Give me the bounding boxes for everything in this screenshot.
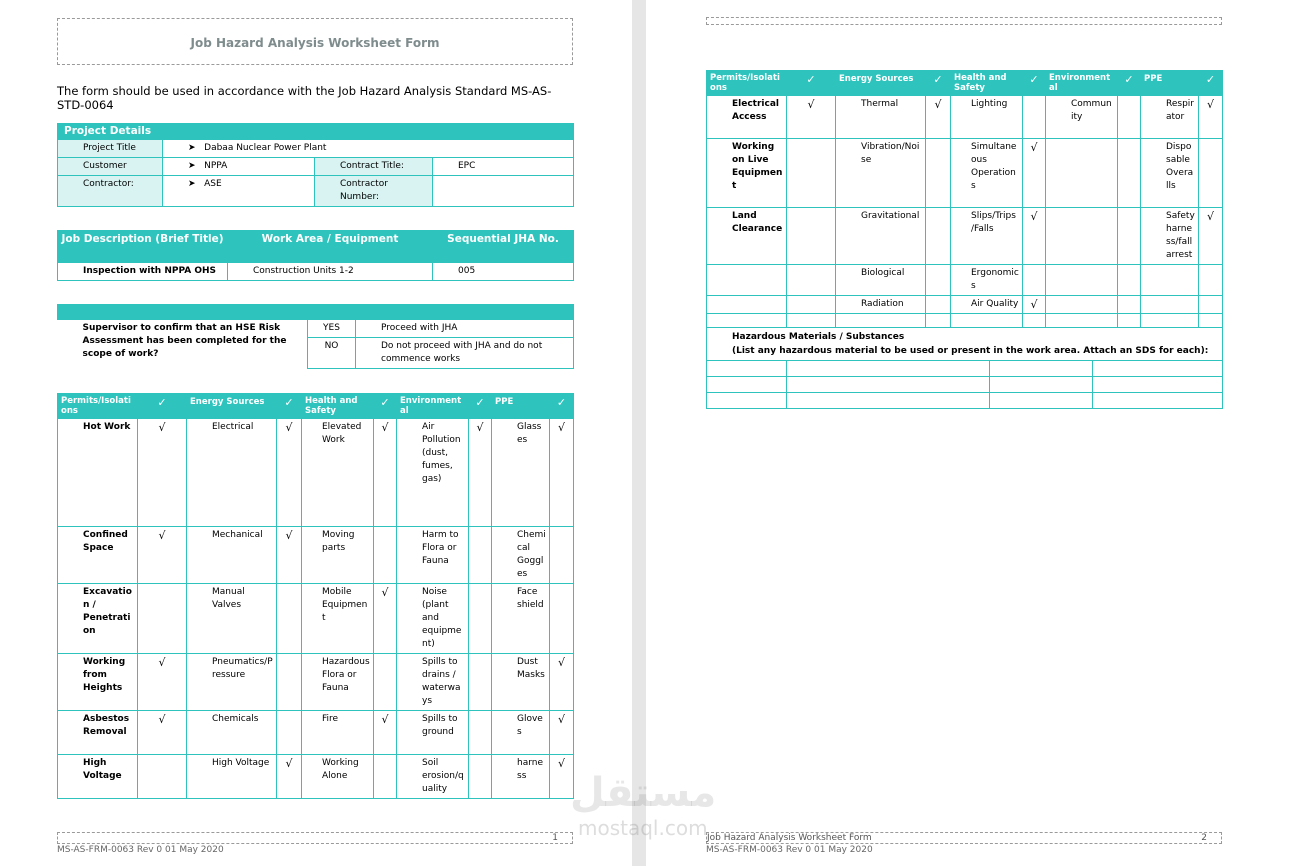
energy-check: √ [277, 527, 302, 584]
customer-label: Customer [58, 158, 163, 176]
hazard-row [707, 265, 1223, 296]
hazmat-table [706, 327, 1223, 409]
project-details-header: Project Details [58, 124, 574, 140]
permit-cell: Hot Work [58, 419, 138, 527]
permit-cell: High Voltage [58, 755, 138, 799]
contract-title-value: EPC [433, 158, 574, 176]
ppe-header: PPE [492, 394, 550, 419]
permit-check [787, 208, 836, 265]
hazmat-cell [990, 377, 1093, 393]
energy-cell: Manual Valves [187, 584, 277, 654]
energy-header: Energy Sources [187, 394, 277, 419]
page-number: 1 [552, 833, 558, 843]
energy-cell: Vibration/Noise [836, 139, 926, 208]
check-header: ✓ [469, 394, 492, 419]
ppe-cell [1141, 296, 1199, 314]
ppe-cell [1141, 265, 1199, 296]
hazmat-cell [1093, 377, 1223, 393]
ppe-cell: Glasses [492, 419, 550, 527]
hazmat-cell [990, 393, 1093, 409]
check-header: ✓ [1199, 71, 1223, 96]
permit-check [138, 755, 187, 799]
permits-header: Permits/Isolations [707, 71, 787, 96]
contract-title-label: Contract Title: [315, 158, 433, 176]
environmental-check [469, 584, 492, 654]
permit-check [787, 296, 836, 314]
hazmat-cell [990, 361, 1093, 377]
energy-cell: Radiation [836, 296, 926, 314]
energy-check: √ [926, 96, 951, 139]
environmental-cell: Spills to ground [397, 711, 469, 755]
energy-cell: Mechanical [187, 527, 277, 584]
permit-cell: Confined Space [58, 527, 138, 584]
health-check [1023, 96, 1046, 139]
energy-cell: Chemicals [187, 711, 277, 755]
ppe-cell: Chemical Goggles [492, 527, 550, 584]
work-area-header: Work Area / Equipment [228, 231, 433, 263]
energy-check [926, 265, 951, 296]
hazard-row [707, 208, 1223, 265]
ppe-check [550, 584, 574, 654]
hazard-row [58, 527, 574, 584]
sequential-jha-value: 005 [433, 263, 574, 281]
health-check: √ [374, 419, 397, 527]
ppe-cell: Disposable Overalls [1141, 139, 1199, 208]
check-header: ✓ [787, 71, 836, 96]
environmental-check [1118, 208, 1141, 265]
check-header: ✓ [1023, 71, 1046, 96]
environmental-check [1118, 139, 1141, 208]
health-header: Health and Safety [302, 394, 374, 419]
check-header: ✓ [374, 394, 397, 419]
health-check: √ [374, 711, 397, 755]
permit-cell [707, 265, 787, 296]
health-check: √ [1023, 296, 1046, 314]
permit-check: √ [138, 711, 187, 755]
ppe-cell: Gloves [492, 711, 550, 755]
ppe-check: √ [550, 654, 574, 711]
permit-cell: Electrical Access [707, 96, 787, 139]
environmental-cell: Community [1046, 96, 1118, 139]
energy-cell: Pneumatics/Pressure [187, 654, 277, 711]
ppe-cell: Safety harness/fall arrest [1141, 208, 1199, 265]
health-check [1023, 265, 1046, 296]
hazmat-subtitle: (List any hazardous material to be used or present in the work area. Attach an SDS for each): [732, 346, 1209, 356]
title-box [57, 18, 573, 65]
environmental-check: √ [469, 419, 492, 527]
no-label: NO [308, 338, 356, 369]
environmental-header: Environmental [397, 394, 469, 419]
environmental-check [469, 711, 492, 755]
hazmat-cell [1093, 393, 1223, 409]
check-header: ✓ [1118, 71, 1141, 96]
footer-box [706, 832, 1222, 844]
health-check [374, 527, 397, 584]
ppe-check: √ [1199, 96, 1223, 139]
hazmat-cell [707, 393, 787, 409]
page-1 [0, 0, 632, 866]
permit-cell: Asbestos Removal [58, 711, 138, 755]
health-cell: Air Quality [951, 296, 1023, 314]
permit-check [787, 265, 836, 296]
ppe-check: √ [550, 711, 574, 755]
permits-header: Permits/Isolations [58, 394, 138, 419]
arrow-icon: ➤ [188, 161, 196, 171]
hazard-row [58, 654, 574, 711]
health-cell: Fire [302, 711, 374, 755]
arrow-icon: ➤ [188, 143, 196, 153]
health-cell: Ergonomics [951, 265, 1023, 296]
energy-cell: Biological [836, 265, 926, 296]
permit-check [138, 584, 187, 654]
hazard-row [58, 755, 574, 799]
energy-check [277, 584, 302, 654]
environmental-cell [1046, 265, 1118, 296]
contractor-number-value [433, 176, 574, 207]
project-details-table [57, 123, 574, 207]
energy-check: √ [277, 419, 302, 527]
no-action: Do not proceed with JHA and do not commence works [356, 338, 574, 369]
permit-cell [707, 296, 787, 314]
permit-check: √ [138, 419, 187, 527]
energy-check [926, 296, 951, 314]
health-cell: Mobile Equipment [302, 584, 374, 654]
ppe-check: √ [550, 419, 574, 527]
permit-check: √ [787, 96, 836, 139]
environmental-check [1118, 265, 1141, 296]
energy-header: Energy Sources [836, 71, 926, 96]
yes-label: YES [308, 320, 356, 338]
energy-check [277, 654, 302, 711]
page-number: 2 [1201, 833, 1207, 843]
hazard-row [58, 711, 574, 755]
energy-check: √ [277, 755, 302, 799]
environmental-check [469, 527, 492, 584]
permit-cell: Working on Live Equipment [707, 139, 787, 208]
ppe-cell: Respirator [1141, 96, 1199, 139]
hazmat-cell [707, 377, 787, 393]
permit-check: √ [138, 654, 187, 711]
hazard-matrix-page1 [57, 393, 574, 799]
work-area-value: Construction Units 1-2 [228, 263, 433, 281]
check-header: ✓ [138, 394, 187, 419]
ppe-check: √ [550, 755, 574, 799]
intro-text: The form should be used in accordance with the Job Hazard Analysis Standard MS-AS-STD-0064 [57, 84, 552, 112]
energy-check [926, 139, 951, 208]
energy-cell: Thermal [836, 96, 926, 139]
energy-check [277, 711, 302, 755]
health-check: √ [374, 584, 397, 654]
health-cell: Elevated Work [302, 419, 374, 527]
energy-check [926, 208, 951, 265]
hazmat-title: Hazardous Materials / Substances [732, 332, 905, 342]
supervisor-question: Supervisor to confirm that an HSE Risk Assessment has been completed for the scope of work? [58, 320, 308, 369]
energy-cell: Gravitational [836, 208, 926, 265]
health-check: √ [1023, 208, 1046, 265]
ppe-check [1199, 296, 1223, 314]
energy-cell: Electrical [187, 419, 277, 527]
environmental-header: Environmental [1046, 71, 1118, 96]
contractor-number-label: Contractor Number: [315, 176, 433, 207]
header-box [706, 17, 1222, 25]
health-cell: Simultaneous Operations [951, 139, 1023, 208]
energy-cell: High Voltage [187, 755, 277, 799]
job-description-value: Inspection with NPPA OHS [58, 263, 228, 281]
environmental-cell: Harm to Flora or Fauna [397, 527, 469, 584]
health-cell: Slips/Trips /Falls [951, 208, 1023, 265]
environmental-check [1118, 96, 1141, 139]
ppe-check: √ [1199, 208, 1223, 265]
project-title-value: Dabaa Nuclear Power Plant [204, 143, 327, 153]
job-description-header: Job Description (Brief Title) [58, 231, 228, 263]
permit-cell: Working from Heights [58, 654, 138, 711]
ppe-cell: harness [492, 755, 550, 799]
ppe-cell: Face shield [492, 584, 550, 654]
check-header: ✓ [277, 394, 302, 419]
permit-check [787, 139, 836, 208]
watermark-logo: مستقل [570, 770, 717, 816]
hazmat-cell [787, 377, 990, 393]
health-check [374, 755, 397, 799]
hazard-row [58, 419, 574, 527]
doc-reference: MS-AS-FRM-0063 Rev 0 01 May 2020 [706, 845, 873, 855]
permit-cell: Land Clearance [707, 208, 787, 265]
hazmat-cell [787, 393, 990, 409]
hazard-row [58, 584, 574, 654]
supervisor-header-bar [58, 305, 574, 320]
arrow-icon: ➤ [188, 179, 196, 189]
ppe-header: PPE [1141, 71, 1199, 96]
environmental-check [469, 755, 492, 799]
environmental-cell [1046, 208, 1118, 265]
environmental-cell: Spills to drains / waterways [397, 654, 469, 711]
environmental-cell: Soil erosion/quality [397, 755, 469, 799]
permit-check: √ [138, 527, 187, 584]
ppe-check [550, 527, 574, 584]
check-header: ✓ [550, 394, 574, 419]
health-check [374, 654, 397, 711]
environmental-cell [1046, 139, 1118, 208]
hazmat-cell [787, 361, 990, 377]
check-header: ✓ [926, 71, 951, 96]
hazmat-cell [1093, 361, 1223, 377]
health-header: Health and Safety [951, 71, 1023, 96]
environmental-cell [1046, 296, 1118, 314]
environmental-cell: Air Pollution (dust, fumes, gas) [397, 419, 469, 527]
footer-form-name: Job Hazard Analysis Worksheet Form [707, 833, 872, 843]
health-check: √ [1023, 139, 1046, 208]
yes-action: Proceed with JHA [356, 320, 574, 338]
hazard-row [707, 296, 1223, 314]
hazard-matrix-page2 [706, 70, 1223, 328]
environmental-cell: Noise (plant and equipment) [397, 584, 469, 654]
environmental-check [469, 654, 492, 711]
hazard-row [707, 96, 1223, 139]
form-title: Job Hazard Analysis Worksheet Form [190, 36, 440, 50]
footer-box [57, 832, 573, 844]
hazard-row [707, 139, 1223, 208]
health-cell: Working Alone [302, 755, 374, 799]
watermark-url: mostaql.com [578, 816, 708, 840]
doc-reference: MS-AS-FRM-0063 Rev 0 01 May 2020 [57, 845, 224, 855]
health-cell: Hazardous Flora or Fauna [302, 654, 374, 711]
project-title-label: Project Title [58, 140, 163, 158]
health-cell: Moving parts [302, 527, 374, 584]
hazmat-cell [707, 361, 787, 377]
health-cell: Lighting [951, 96, 1023, 139]
ppe-check [1199, 139, 1223, 208]
job-description-table [57, 230, 574, 281]
ppe-check [1199, 265, 1223, 296]
contractor-label: Contractor: [58, 176, 163, 207]
contractor-value: ASE [204, 179, 222, 189]
environmental-check [1118, 296, 1141, 314]
supervisor-table [57, 304, 574, 369]
ppe-cell: Dust Masks [492, 654, 550, 711]
customer-value: NPPA [204, 161, 228, 171]
permit-cell: Excavation / Penetration [58, 584, 138, 654]
page-2 [646, 0, 1299, 866]
sequential-jha-header: Sequential JHA No. [433, 231, 574, 263]
